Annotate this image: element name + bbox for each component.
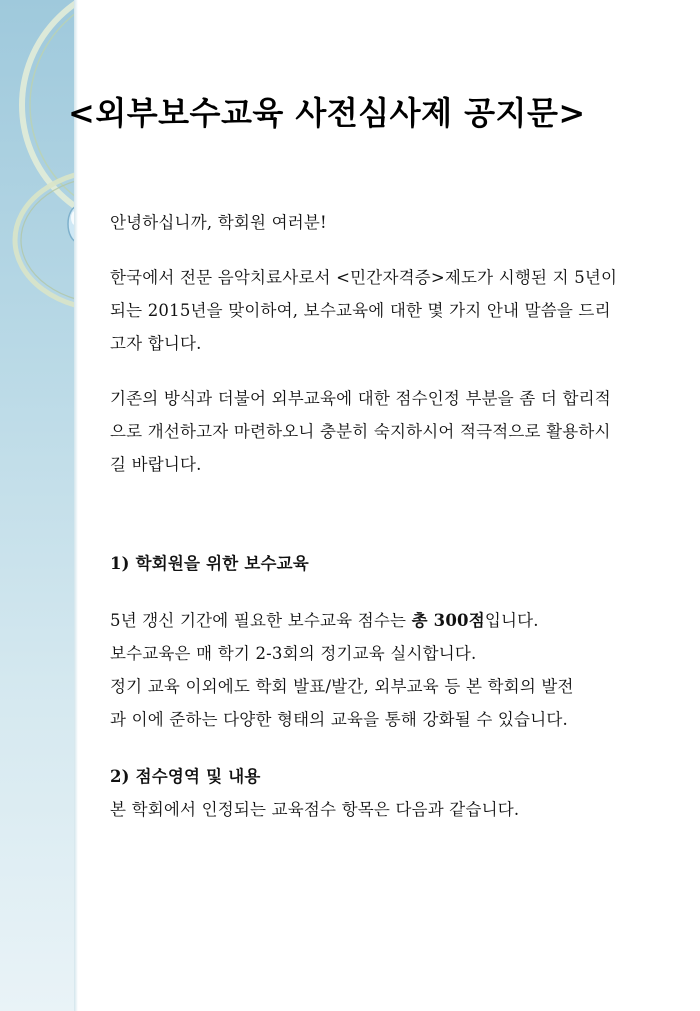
points-text: 5년 갱신 기간에 필요한 보수교육 점수는 [110,611,412,630]
section-1-heading: 1) 학회원을 위한 보수교육 [110,554,309,573]
intro-line: 고자 합니다. [110,334,202,353]
document-body [110,206,670,826]
section-1-line: 보수교육은 매 학기 2-3회의 정기교육 실시합니다. [110,644,477,663]
intro-line: 되는 2015년을 맞이하여, 보수교육에 대한 몇 가지 안내 말씀을 드리 [110,301,611,320]
total-points: 총 300점 [411,611,485,630]
section-1-line [110,604,670,637]
section-2-heading: 2) 점수영역 및 내용 [110,767,261,786]
purpose-line: 길 바랍니다. [110,455,202,474]
greeting: 안녕하십니까, 학회원 여러분! [110,213,327,232]
section-2-line: 본 학회에서 인정되는 교육점수 항목은 다음과 같습니다. [110,800,520,819]
intro-line: 한국에서 전문 음악치료사로서 <민간자격증>제도가 시행된 지 5년이 [110,268,618,287]
decorative-side-band [0,0,78,1011]
band-edge [74,0,78,1011]
points-text-end: 입니다. [484,611,539,630]
purpose-line: 기존의 방식과 더불어 외부교육에 대한 점수인정 부분을 좀 더 합리적 [110,389,611,408]
section-1-line: 정기 교육 이외에도 학회 발표/발간, 외부교육 등 본 학회의 발전 [110,677,574,696]
decorative-rings [0,0,78,320]
document-title: <외부보수교육 사전심사제 공지문> [68,94,586,132]
section-1-line: 과 이에 준하는 다양한 형태의 교육을 통해 강화될 수 있습니다. [110,710,568,729]
purpose-line: 으로 개선하고자 마련하오니 충분히 숙지하시어 적극적으로 활용하시 [110,422,611,441]
